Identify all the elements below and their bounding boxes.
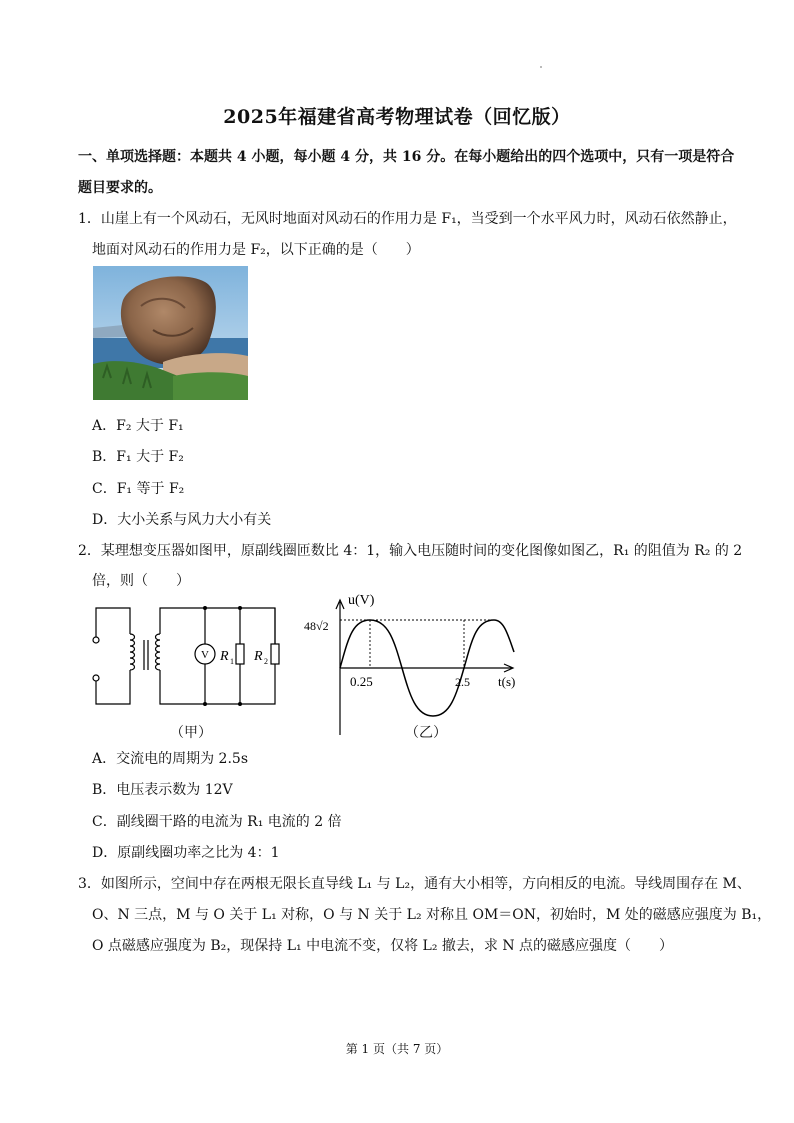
q2-option-a: A．交流电的周期为 2.5s	[92, 751, 249, 767]
q3-stem-line2: O、N 三点，M 与 O 关于 L₁ 对称，O 与 N 关于 L₂ 对称且 OM＝ON，初始时，M 处的磁感应强度为 B₁，	[92, 907, 772, 923]
figure-b-caption: （乙）	[405, 725, 447, 741]
voltmeter-label: V	[201, 649, 209, 661]
tick-label-0-25: 0.25	[350, 674, 373, 689]
q2-stem-line2: 倍，则（ ）	[92, 573, 190, 589]
y-axis-label: u(V)	[348, 593, 375, 608]
q1-stem-line2: 地面对风动石的作用力是 F₂，以下正确的是（ ）	[92, 242, 420, 258]
page-title: 2025年福建省高考物理试卷（回忆版）	[223, 106, 571, 128]
section-heading-line1: 一、单项选择题：本题共 4 小题，每小题 4 分，共 16 分。在每小题给出的四个选项中，只有一项是符合	[78, 149, 735, 165]
r1-label: R	[220, 649, 229, 664]
peak-voltage-label: 48√2	[304, 619, 329, 633]
r1-subscript: 1	[230, 657, 234, 666]
r2-label: R	[254, 649, 263, 664]
voltage-time-graph	[300, 590, 525, 740]
q1-option-a: A．F₂ 大于 F₁	[92, 418, 184, 434]
section-heading-line2: 题目要求的。	[78, 180, 162, 196]
q1-option-b: B．F₁ 大于 F₂	[92, 449, 184, 465]
q1-option-d: D．大小关系与风力大小有关	[92, 512, 272, 528]
scan-dot	[540, 66, 542, 68]
q2-option-b: B．电压表示数为 12V	[92, 782, 233, 798]
q2-stem-line1: 2．某理想变压器如图甲，原副线圈匝数比 4：1，输入电压随时间的变化图像如图乙，R₁ 的阻值为 R₂ 的 2	[78, 543, 743, 559]
q1-option-c: C．F₁ 等于 F₂	[92, 481, 185, 497]
q2-option-d: D．原副线圈功率之比为 4：1	[92, 845, 280, 861]
q1-stem-line1: 1．山崖上有一个风动石，无风时地面对风动石的作用力是 F₁，当受到一个水平风力时，风动石依然静止，	[78, 211, 737, 227]
q3-stem-line3: O 点磁感应强度为 B₂，现保持 L₁ 中电流不变，仅将 L₂ 撤去，求 N 点的磁感应强度（ ）	[92, 938, 674, 954]
q3-stem-line1: 3．如图所示，空间中存在两根无限长直导线 L₁ 与 L₂，通有大小相等，方向相反的电流。导线周围存在 M、	[78, 876, 751, 892]
page-footer: 第 1 页（共 7 页）	[345, 1042, 449, 1056]
r2-subscript: 2	[264, 657, 268, 666]
wind-rock-photo	[93, 266, 248, 400]
figure-a-caption: （甲）	[170, 725, 212, 741]
x-axis-label: t(s)	[498, 674, 516, 689]
tick-label-2-5: 2.5	[455, 675, 470, 689]
q2-option-c: C．副线圈干路的电流为 R₁ 电流的 2 倍	[92, 814, 342, 830]
